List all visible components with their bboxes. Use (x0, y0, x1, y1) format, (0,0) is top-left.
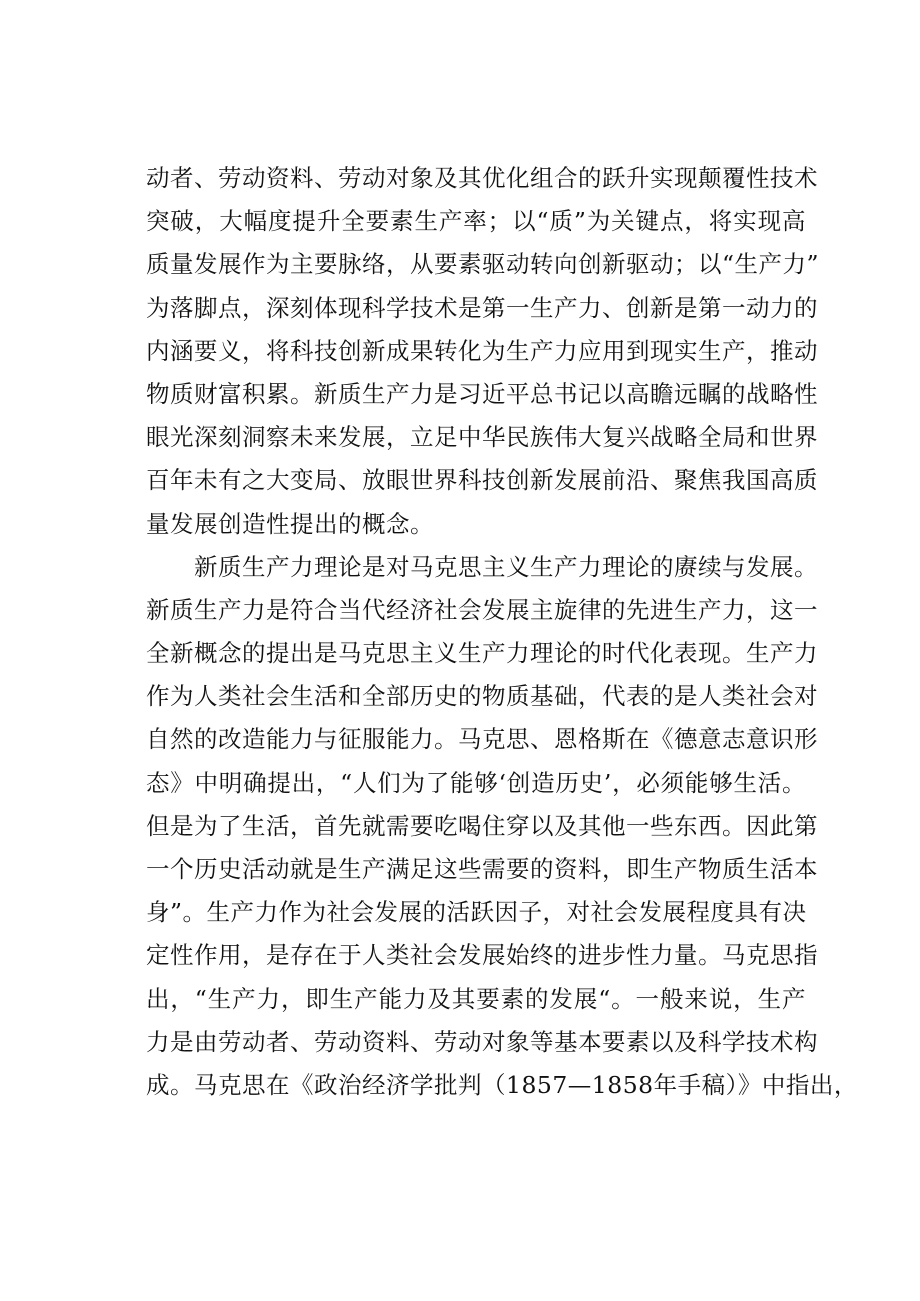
paragraph-line: 出，“生产力，即生产能力及其要素的发展“。一般来说，生产 (146, 984, 806, 1013)
paragraph-line: 自然的改造能力与征服能力。马克思、恩格斯在《德意志意识形 (146, 725, 818, 754)
paragraph-line: 但是为了生活，首先就需要吃喝住穿以及其他一些东西。因此第 (146, 811, 818, 840)
paragraph-line: 动者、劳动资料、劳动对象及其优化组合的跃升实现颠覆性技术 (146, 164, 818, 192)
paragraph-line: 态》中明确提出，“人们为了能够‘创造历史’，必须能够生活。 (146, 768, 806, 797)
paragraph-line: 眼光深刻洞察未来发展，立足中华民族伟大复兴战略全局和世界 (146, 423, 818, 452)
paragraph-line: 为落脚点，深刻体现科学技术是第一生产力、创新是第一动力的 (146, 293, 818, 322)
paragraph-line: 成。马克思在《政治经济学批判（1857—1858年手稿）》中指出， (146, 1070, 858, 1099)
paragraph-line: 新质生产力是符合当代经济社会发展主旋律的先进生产力，这一 (146, 595, 818, 624)
paragraph-line: 定性作用，是存在于人类社会发展始终的进步性力量。马克思指 (146, 941, 818, 970)
paragraph-line: 质量发展作为主要脉络，从要素驱动转向创新驱动；以“生产力” (146, 250, 820, 279)
paragraph-line: 突破，大幅度提升全要素生产率；以“质”为关键点，将实现高 (146, 207, 806, 236)
paragraph-line: 量发展创造性提出的概念。 (146, 509, 434, 538)
paragraph-line: 力是由劳动者、劳动资料、劳动对象等基本要素以及科学技术构 (146, 1027, 818, 1056)
paragraph-line: 一个历史活动就是生产满足这些需要的资料，即生产物质生活本 (146, 855, 818, 883)
paragraph-line: 物质财富积累。新质生产力是习近平总书记以高瞻远瞩的战略性 (146, 379, 818, 408)
paragraph-line: 作为人类社会生活和全部历史的物质基础，代表的是人类社会对 (146, 682, 818, 711)
body-text (146, 157, 858, 1107)
paragraph-line: 全新概念的提出是马克思主义生产力理论的时代化表现。生产力 (146, 639, 818, 668)
paragraph-line: 新质生产力理论是对马克思主义生产力理论的赓续与发展。 (194, 552, 818, 581)
paragraph-line: 内涵要义，将科技创新成果转化为生产力应用到现实生产，推动 (146, 336, 818, 365)
paragraph-line: 身”。生产力作为社会发展的活跃因子，对社会发展程度具有决 (146, 898, 807, 927)
paragraph-line: 百年未有之大变局、放眼世界科技创新发展前沿、聚焦我国高质 (146, 466, 818, 495)
